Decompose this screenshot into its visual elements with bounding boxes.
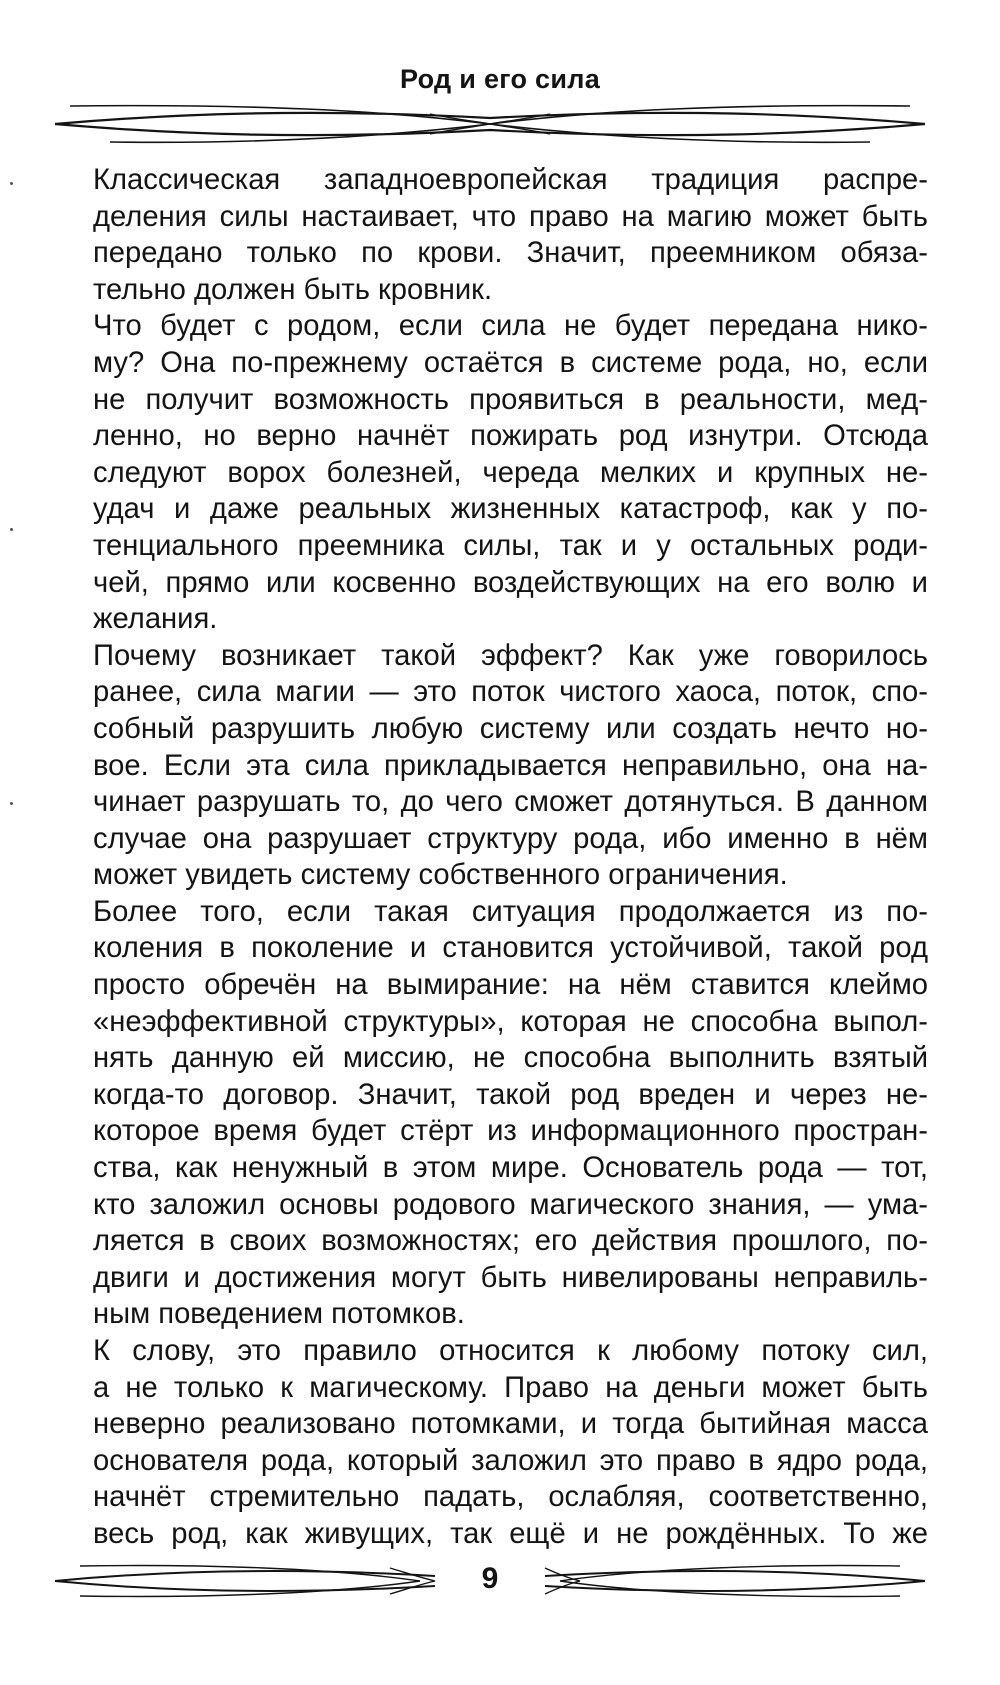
- text-line: следуют ворох болезней, череда мелких и крупных не-: [93, 456, 928, 489]
- footer-ornament-left: [50, 1556, 440, 1606]
- text-line: Классическая западноевропейская традиция распре-: [93, 164, 928, 196]
- text-line: Почему возникает такой эффект? Как уже говорилось: [93, 639, 928, 672]
- text-line: весь род, как живущих, так ещё и не рождённых. То же: [93, 1517, 928, 1550]
- scan-speck: [10, 182, 13, 185]
- text-line: кто заложил основы родового магического знания, — ума-: [93, 1188, 928, 1221]
- text-line: Более того, если такая ситуация продолжается из по-: [93, 895, 928, 928]
- text-line: чей, прямо или косвенно воздействующих на его волю и: [93, 566, 928, 599]
- text-line: му? Она по-прежнему остаётся в системе рода, но, если: [93, 346, 928, 379]
- text-line: деления силы настаивает, что право на магию может быть: [93, 200, 928, 233]
- text-line: Что будет с родом, если сила не будет передана нико-: [93, 310, 928, 343]
- text-line: ранее, сила магии — это поток чистого хаоса, поток, спо-: [93, 676, 928, 709]
- text-line: ленно, но верно начнёт пожирать род изнутри. Отсюда: [93, 420, 928, 453]
- page-number: 9: [481, 1562, 499, 1595]
- page-footer: [50, 1556, 930, 1606]
- scan-speck: [10, 528, 13, 531]
- paragraph-5: [55, 1333, 928, 1553]
- text-line: может увидеть систему собственного ограничения.: [93, 859, 788, 892]
- text-line: просто обречён на вымирание: на нём ставится клеймо: [93, 969, 928, 1002]
- text-line: коления в поколение и становится устойчивой, такой род: [93, 932, 928, 965]
- text-line: удач и даже реальных жизненных катастроф, как у по-: [93, 493, 928, 526]
- footer-ornament-right: [540, 1556, 930, 1606]
- text-line: «неэффективной структуры», которая не способна выпол-: [93, 1005, 928, 1038]
- text-line: которое время будет стёрт из информационного простран-: [93, 1115, 928, 1148]
- text-line: ным поведением потомков.: [93, 1298, 465, 1331]
- running-header: Род и его сила: [399, 64, 601, 94]
- text-line: чинает разрушать то, до чего сможет дотянуться. В данном: [93, 786, 928, 819]
- text-line: К слову, это правило относится к любому потоку сил,: [93, 1335, 928, 1367]
- text-line: ства, как ненужный в этом мире. Основатель рода — тот,: [93, 1152, 928, 1185]
- text-line: начнёт стремительно падать, ослабляя, соответственно,: [93, 1481, 928, 1514]
- text-line: нять данную ей миссию, не способна выполнить взятый: [93, 1042, 928, 1075]
- text-line: собный разрушить любую систему или создать нечто но-: [93, 712, 928, 745]
- text-body: [55, 162, 928, 1553]
- paragraph-1: [55, 162, 928, 308]
- text-line: тельно должен быть кровник.: [93, 273, 493, 306]
- text-line: ляется в своих возможностях; его действия прошлого, по-: [93, 1225, 928, 1258]
- text-line: тенциального преемника силы, так и у остальных роди-: [93, 529, 928, 562]
- header-ornament: [50, 100, 930, 148]
- paragraph-4: [55, 894, 928, 1333]
- text-line: а не только к магическому. Право на деньги может быть: [93, 1371, 928, 1404]
- text-line: неверно реализовано потомками, и тогда бытийная масса: [93, 1408, 928, 1441]
- text-line: вое. Если эта сила прикладывается неправильно, она на-: [93, 749, 928, 782]
- text-line: двиги и достижения могут быть нивелированы неправиль-: [93, 1261, 928, 1294]
- text-line: когда-то договор. Значит, такой род вреден и через не-: [93, 1078, 928, 1111]
- text-line: не получит возможность проявиться в реальности, мед-: [93, 383, 928, 416]
- paragraph-2: [55, 308, 928, 637]
- text-line: желания.: [93, 603, 218, 636]
- scan-speck: [10, 802, 13, 805]
- text-line: основателя рода, который заложил это право в ядро рода,: [93, 1444, 928, 1477]
- text-line: передано только по крови. Значит, преемником обяза-: [93, 237, 928, 270]
- paragraph-3: [55, 638, 928, 894]
- text-line: случае она разрушает структуру рода, ибо именно в нём: [93, 822, 928, 855]
